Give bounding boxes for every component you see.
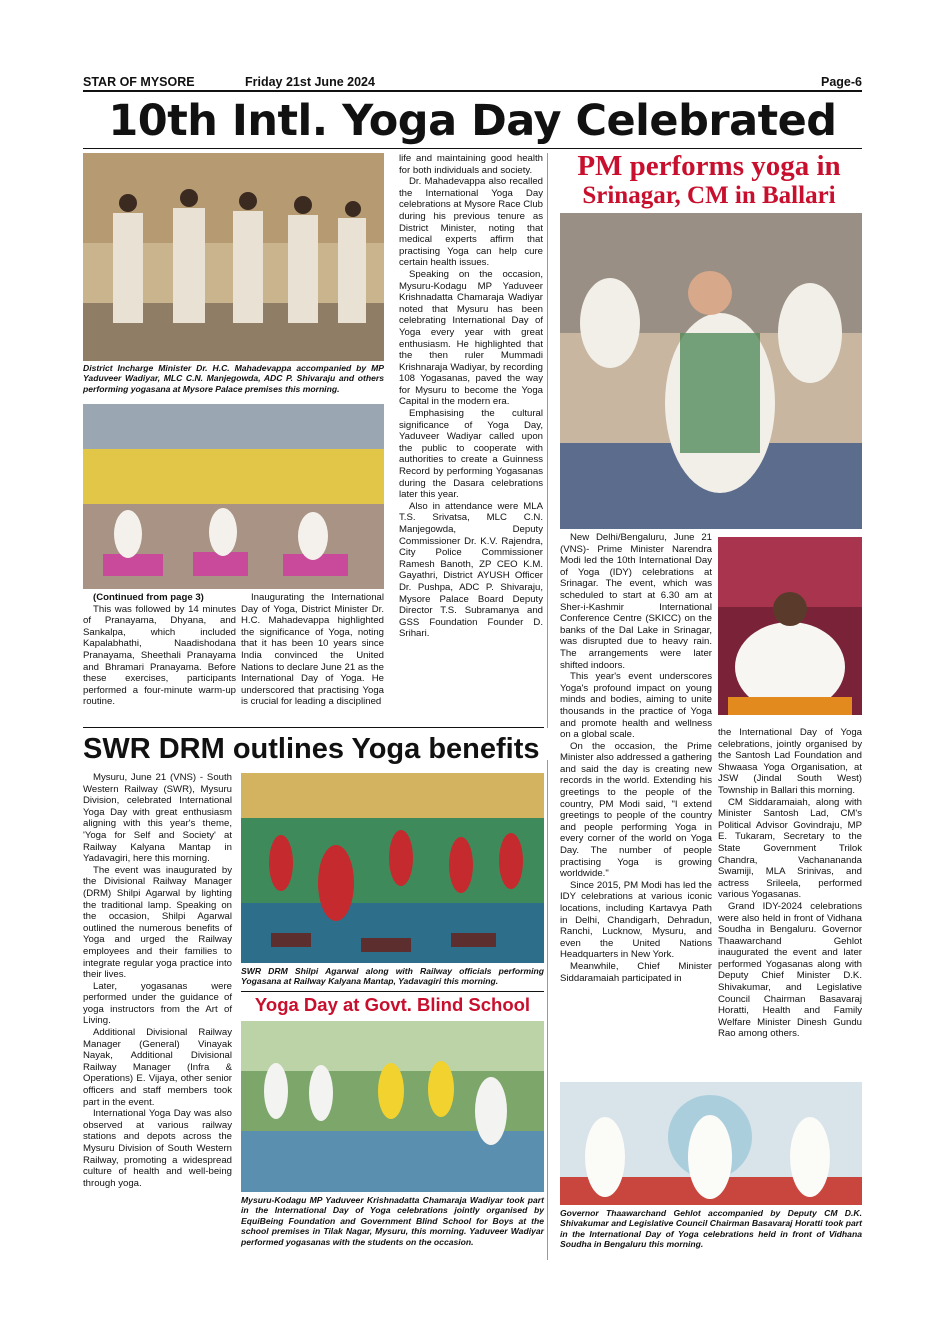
- blind-headline: Yoga Day at Govt. Blind School: [254, 994, 531, 1015]
- caption-blind-school: Mysuru-Kodagu MP Yaduveer Krishnadatta Chamaraja Wadiyar took part in the International Day of Yoga celebrations jointly organised by EquiBeing Foundation and Government Blind School for Boys at the school premises in Tilak Nagar, Mysuru, this morning. Yaduveer Wadiyar performed yogasanas with the students on the occasion.: [241, 1195, 544, 1247]
- story1-para: Inaugurating the International Day of Yoga, District Minister Dr. H.C. Mahadevappa highlighted the significance of Yoga, noting that it has been 10 years since India convinced the United Nations to declare June 21 as the International Day of Yoga. He underscored that practising Yoga is crucial for leading a disciplined: [241, 592, 384, 708]
- caption-governor: Governor Thaawarchand Gehlot accompanied by Deputy CM D.K. Shivakumar and Legislative Council Chairman Basavaraj Horatti took part in the International Day of Yoga celebrations held in front of Vidhana Soudha in Bengaluru this morning.: [560, 1208, 862, 1250]
- story1-para: Emphasising the cultural significance of Yoga Day, Yaduveer Wadiyar called upon the public to cooperate with authorities to create a Guinness Record by performing Yogasanas during the Dasara celebrations later this year.: [399, 408, 543, 501]
- photo-pm-yoga: [560, 213, 862, 529]
- pm-para: On the occasion, the Prime Minister also addressed a gathering and said the day is creating new records in the world. Extending his greetings to the people of the country, PM Modi said, "I extend greetings to people of the country and people performing Yoga in every corner of the world on Yoga Day. The number of people practising Yoga is growing worldwide.": [560, 740, 712, 880]
- swr-para: Mysuru, June 21 (VNS) - South Western Railway (SWR), Mysuru Division, celebrated International Yoga Day with great enthusiasm aligning with this year's theme, 'Yoga for Self and Society' at Railway Kalyana Mantap in Yadavagiri, here this morning.: [83, 772, 232, 865]
- pm-para: Meanwhile, Chief Minister Siddaramaiah participated in: [560, 960, 712, 984]
- pm-headline-line1: PM performs yoga in: [577, 150, 841, 182]
- story1-para: Also in attendance were MLA T.S. Srivatsa, MLC C.N. Manjegowda, Deputy Commissioner Dr. K.V. Rajendra, City Police Commissioner Ramesh Banoth, ZP CEO K.M. Gayathri, District AYUSH Officer Dr. Pushpa, ADC P. Shivaraju, Mysore Palace Board Deputy Director T.S. Subramanya and GSS Foundation Founder D. Srihari.: [399, 500, 543, 640]
- photo-cm-yoga: [718, 537, 862, 715]
- pm-para: CM Siddaramaiah, along with Minister Santosh Lad, CM's Political Advisor Govindraju, MP E. Tukaram, Secretary to the State Government Trilok Chandra, Vachanananda Swamiji, MLA Srinivas, and actress Srileela, performed various Yogasanas.: [718, 796, 862, 901]
- pm-para: the International Day of Yoga celebrations, jointly organised by the Santosh Lad Foundation and Shwaasa Yoga Organisation, at JSW (Jindal South West) Township in Ballari this morning.: [718, 727, 862, 796]
- story1-para: Dr. Mahadevappa also recalled the International Yoga Day celebrations at Mysore Race Club during his previous tenure as District Minister, noting that medical experts affirm that practising Yoga can help cure certain health issues.: [399, 176, 543, 269]
- swr-para: International Yoga Day was also observed at various railway stations and depots across the Mysuru Division of South Western Railway, promoting a widespread culture of health and well-being through yoga.: [83, 1108, 232, 1189]
- photo-crowd-yoga: [83, 404, 384, 589]
- swr-headline: SWR DRM outlines Yoga benefits: [83, 733, 540, 765]
- photo-railway-yoga: [241, 773, 544, 963]
- column-divider: [547, 153, 548, 728]
- story1-column3: [399, 153, 543, 640]
- headline-rule: [83, 148, 862, 149]
- header-rule: [83, 90, 862, 92]
- newspaper-name: STAR OF MYSORE: [83, 75, 195, 89]
- column-divider: [547, 760, 548, 1260]
- section-rule: [83, 727, 544, 728]
- story1-para: Speaking on the occasion, Mysuru-Kodagu MP Yaduveer Krishnadatta Chamaraja Wadiyar noted that Mysuru has been celebrating International Day of Yoga every year with great enthusiasm. He highlighted that the then ruler Mummadi Krishnaraja Wadiyar, by recording 108 Yogasanas, paved the way for Mysuru to become the Yoga Capital in the modern era.: [399, 268, 543, 408]
- pm-para: Grand IDY-2024 celebrations were also held in front of Vidhana Soudha in Bengaluru. Governor Thaawarchand Gehlot inaugurated the event and later performed Yogasanas along with Deputy Chief Minister D.K. Shivakumar, and Legislative Council Chairman Basavaraj Horatti, Health and Family Welfare Minister Dinesh Gundu Rao among others.: [718, 900, 862, 1040]
- pm-column2: [718, 727, 862, 1040]
- page-number: Page-6: [821, 75, 862, 89]
- issue-date: Friday 21st June 2024: [245, 75, 375, 89]
- pm-para: Since 2015, PM Modi has led the IDY celebrations at various iconic locations, including Kartavya Path in Delhi, Chandigarh, Dehradun, Ranchi, Lucknow, Mysuru, and even the United Nations Headquarters in New York.: [560, 879, 712, 961]
- story1-column1: [83, 592, 236, 708]
- swr-para: Later, yogasanas were performed under the guidance of yoga instructors from the Art of Living.: [83, 980, 232, 1027]
- pm-headline-line2: Srinagar, CM in Ballari: [582, 182, 836, 209]
- caption-palace: District Incharge Minister Dr. H.C. Mahadevappa accompanied by MP Yaduveer Wadiyar, MLC C.N. Manjegowda, ADC P. Shivaraju and others performing yogasana at Mysore Palace premises this morning.: [83, 363, 384, 394]
- pm-column1: [560, 532, 712, 984]
- swr-para: Additional Divisional Railway Manager (General) Vinayak Nayak, Additional Divisional Railway Manager (Infra & Operations) E. Vijaya, other senior officers and staff members took part in the event.: [83, 1027, 232, 1108]
- story1-para: life and maintaining good health for both individuals and society.: [399, 153, 543, 176]
- swr-column: [83, 772, 232, 1189]
- main-headline: 10th Intl. Yoga Day Celebrated: [108, 96, 837, 146]
- photo-palace-yoga: [83, 153, 384, 361]
- story1-para: This was followed by 14 minutes of Pranayama, Dhyana, and Sankalpa, which included Kapalabhathi, Naadishodana Pranayama, Sheethali Pranayama and Bhramari Pranayama. Before these exercises, participants performed a four-minute warm-up routine.: [83, 603, 236, 708]
- blind-top-rule: [241, 991, 544, 992]
- story1-column2: [241, 592, 384, 708]
- photo-blind-school-yoga: [241, 1021, 544, 1192]
- continued-from: (Continued from page 3): [93, 592, 204, 603]
- swr-para: The event was inaugurated by the Divisional Railway Manager (DRM) Shilpi Agarwal by lighting the traditional lamp. Speaking on the occasion, Shilpi Agarwal outlined the numerous benefits of Yoga and urged the Railway employees and their families to integrate regular yoga practice into their lives.: [83, 864, 232, 981]
- pm-para: This year's event underscores Yoga's profound impact on young minds and bodies, aiming to unite thousands in the practice of Yoga and promote health and wellness on a global scale.: [560, 671, 712, 741]
- photo-governor-yoga: [560, 1082, 862, 1205]
- caption-railway: SWR DRM Shilpi Agarwal along with Railway officials performing Yogasana at Railway Kalyana Mantap, Yadavagiri this morning.: [241, 966, 544, 987]
- pm-para: New Delhi/Bengaluru, June 21 (VNS)- Prime Minister Narendra Modi led the 10th International Day of Yoga (IDY) celebrations at Srinagar. The event, which was scheduled to start at 6.30 am at Sher-i-Kashmir International Conference Centre (SKICC) on the banks of the Dal Lake in Srinagar, was disrupted due to heavy rain. The arrangements were later shifted indoors.: [560, 532, 712, 671]
